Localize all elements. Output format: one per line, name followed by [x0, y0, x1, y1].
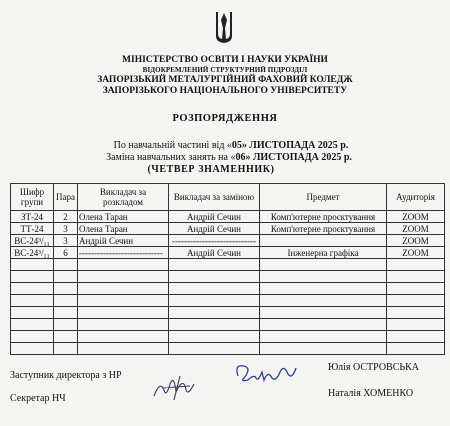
cell-pair [54, 331, 78, 343]
cell-room [387, 271, 445, 283]
division-name: ВІДОКРЕМЛЕНИЙ СТРУКТУРНИЙ ПІДРОЗДІЛ [142, 66, 308, 74]
table-row [11, 331, 445, 343]
cell-group [11, 307, 54, 319]
cell-group: ТТ-24 [11, 223, 54, 235]
cell-teacher-replacement [169, 343, 260, 355]
cell-subject [260, 259, 387, 271]
cell-teacher-schedule: ---------------------------- [78, 247, 169, 259]
header-subject: Предмет [260, 184, 387, 211]
header-teacher-replacement: Викладач за заміною [169, 184, 260, 211]
cell-subject [260, 331, 387, 343]
table-row [11, 319, 445, 331]
cell-room [387, 319, 445, 331]
cell-group [11, 295, 54, 307]
cell-teacher-schedule [78, 343, 169, 355]
cell-teacher-schedule [78, 283, 169, 295]
cell-group [11, 271, 54, 283]
cell-room [387, 295, 445, 307]
cell-room [387, 259, 445, 271]
cell-teacher-schedule: Олена Таран [78, 223, 169, 235]
table-row [11, 271, 445, 283]
cell-teacher-schedule [78, 307, 169, 319]
table-row [11, 295, 445, 307]
header-group: Шифр групи [11, 184, 54, 211]
cell-group [11, 259, 54, 271]
cell-teacher-schedule [78, 295, 169, 307]
document-title: РОЗПОРЯДЖЕННЯ [172, 113, 278, 124]
cell-teacher-replacement [169, 271, 260, 283]
cell-room: ZOOM [387, 211, 445, 223]
table-row [11, 259, 445, 271]
cell-teacher-replacement: ---------------------------- [169, 235, 260, 247]
cell-teacher-replacement: Андрій Сечин [169, 247, 260, 259]
secretary-signature-icon [150, 370, 210, 402]
cell-teacher-schedule: Андрій Сечин [78, 235, 169, 247]
cell-subject: Комп'ютерне проєктування [260, 211, 387, 223]
cell-pair: 2 [54, 211, 78, 223]
cell-teacher-schedule: Олена Таран [78, 211, 169, 223]
cell-group: ВС-24³/₁₁ [11, 247, 54, 259]
cell-group [11, 331, 54, 343]
table-row [11, 211, 445, 223]
cell-pair: 6 [54, 247, 78, 259]
ministry-name: МІНІСТЕРСТВО ОСВІТИ І НАУКИ УКРАЇНИ [122, 55, 328, 65]
schedule-table [10, 183, 445, 355]
cell-subject [260, 343, 387, 355]
trident-emblem-icon [214, 10, 234, 44]
cell-teacher-replacement [169, 331, 260, 343]
cell-group: ЗТ-24 [11, 211, 54, 223]
header-teacher-schedule: Викладач за розкладом [78, 184, 169, 211]
cell-pair [54, 295, 78, 307]
cell-subject: Комп'ютерне проєктування [260, 223, 387, 235]
cell-subject [260, 295, 387, 307]
header-room: Аудиторія [387, 184, 445, 211]
cell-teacher-replacement: Андрій Сечин [169, 223, 260, 235]
cell-pair [54, 283, 78, 295]
table-row [11, 235, 445, 247]
cell-group [11, 319, 54, 331]
table-row [11, 223, 445, 235]
cell-teacher-replacement: Андрій Сечин [169, 211, 260, 223]
cell-pair [54, 259, 78, 271]
cell-teacher-schedule [78, 319, 169, 331]
cell-room [387, 283, 445, 295]
cell-teacher-schedule [78, 271, 169, 283]
cell-group [11, 343, 54, 355]
cell-room: ZOOM [387, 223, 445, 235]
cell-teacher-replacement [169, 319, 260, 331]
cell-room [387, 343, 445, 355]
cell-teacher-schedule [78, 259, 169, 271]
cell-room [387, 307, 445, 319]
cell-group [11, 283, 54, 295]
deputy-name: Юлія ОСТРОВСЬКА [328, 362, 420, 373]
cell-subject: Інженерна графіка [260, 247, 387, 259]
deputy-signature-icon [232, 356, 298, 388]
secretary-title: Секретар НЧ [10, 393, 66, 404]
table-row [11, 343, 445, 355]
university-name: ЗАПОРІЗЬКОГО НАЦІОНАЛЬНОГО УНІВЕРСИТЕТУ [102, 86, 348, 96]
table-header-row [11, 184, 445, 211]
cell-room: ZOOM [387, 235, 445, 247]
cell-subject [260, 307, 387, 319]
cell-subject [260, 235, 387, 247]
cell-pair [54, 319, 78, 331]
replacement-date-line: Заміна навчальних занять на «06» ЛИСТОПАДА 2025 р. [106, 152, 352, 163]
cell-pair [54, 271, 78, 283]
table-row [11, 307, 445, 319]
cell-teacher-replacement [169, 259, 260, 271]
order-date-line: По навчальній частині від «05» ЛИСТОПАДА 2025 р. [113, 140, 349, 151]
cell-subject [260, 319, 387, 331]
cell-room [387, 331, 445, 343]
cell-pair: 3 [54, 223, 78, 235]
college-name: ЗАПОРІЗЬКИЙ МЕТАЛУРГІЙНИЙ ФАХОВИЙ КОЛЕДЖ [97, 75, 353, 85]
deputy-title: Заступник директора з НР [10, 370, 122, 381]
cell-teacher-schedule [78, 331, 169, 343]
header-pair: Пара [54, 184, 78, 211]
week-type-line: (ЧЕТВЕР ЗНАМЕННИК) [147, 164, 275, 175]
cell-pair [54, 307, 78, 319]
cell-room: ZOOM [387, 247, 445, 259]
cell-subject [260, 283, 387, 295]
cell-pair: 3 [54, 235, 78, 247]
secretary-name: Наталія ХОМЕНКО [328, 388, 414, 399]
cell-teacher-replacement [169, 295, 260, 307]
cell-teacher-replacement [169, 307, 260, 319]
table-row [11, 247, 445, 259]
cell-pair [54, 343, 78, 355]
table-row [11, 283, 445, 295]
cell-teacher-replacement [169, 283, 260, 295]
cell-group: ВС-24³/₁₁ [11, 235, 54, 247]
cell-subject [260, 271, 387, 283]
